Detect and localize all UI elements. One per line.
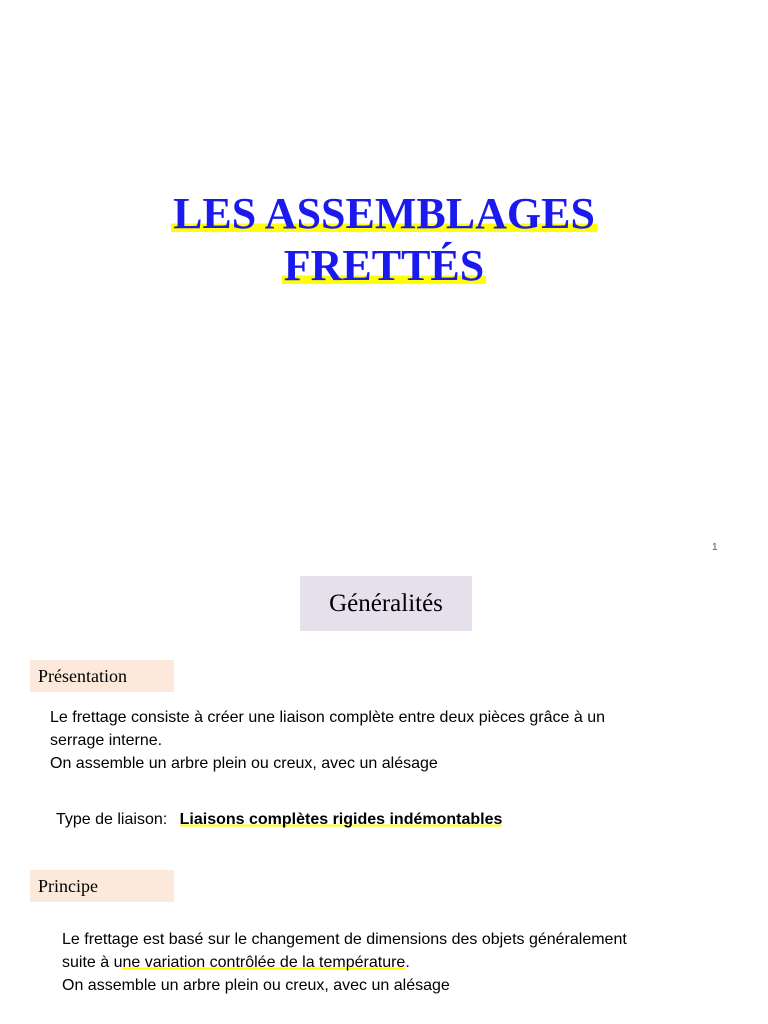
principe-highlight: ne variation contrôlée de la température bbox=[122, 954, 406, 971]
presentation-label: Présentation bbox=[30, 660, 174, 692]
principe-line-2 bbox=[62, 951, 627, 974]
presentation-line-1: Le frettage consiste à créer une liaison complète entre deux pièces grâce à un bbox=[50, 709, 605, 726]
principe-line-1: Le frettage est basé sur le changement de dimensions des objets généralement bbox=[62, 931, 627, 948]
title-line-2: FRETTÉS bbox=[283, 241, 485, 290]
principe-line-2-pre: suite à u bbox=[62, 954, 123, 971]
generalites-heading: Généralités bbox=[300, 576, 472, 631]
type-liaison bbox=[56, 808, 502, 831]
presentation-line-2: serrage interne. bbox=[50, 732, 163, 749]
presentation-text bbox=[50, 706, 605, 775]
page-title bbox=[0, 188, 768, 292]
principe-text bbox=[62, 928, 627, 997]
title-line-1: LES ASSEMBLAGES bbox=[173, 189, 595, 238]
principe-line-3: On assemble un arbre plein ou creux, avec un alésage bbox=[62, 977, 450, 994]
presentation-line-3: On assemble un arbre plein ou creux, avec un alésage bbox=[50, 755, 438, 772]
type-liaison-value: Liaisons complètes rigides indémontables bbox=[179, 811, 503, 828]
type-liaison-label: Type de liaison: bbox=[56, 811, 168, 828]
page-number: 1 bbox=[712, 542, 718, 553]
principe-line-2-post: . bbox=[405, 954, 410, 971]
principe-label: Principe bbox=[30, 870, 174, 902]
